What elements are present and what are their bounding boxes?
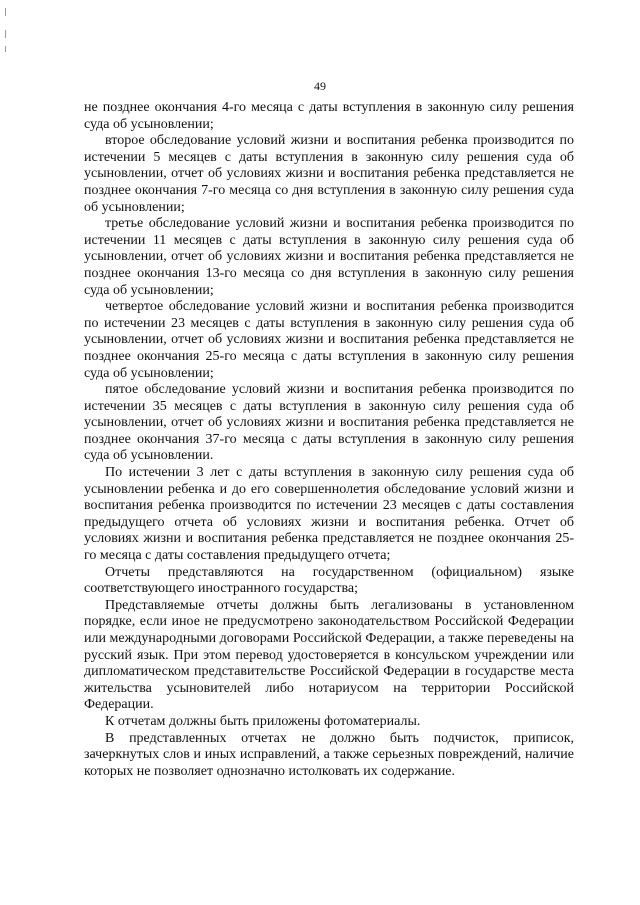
paragraph: Представляемые отчеты должны быть легализованы в установленном порядке, если иное не предусмотрено законодательством Российской Федерации или международными договорами Российской Федерации, а также переведены на русский язык. При этом перевод удостоверяется в консульском учреждении или дипломатическом представительстве Российской Федерации в государстве места жительства усыновителей либо нотариусом на территории Российской Федерации. [84,597,574,713]
paragraph: третье обследование условий жизни и воспитания ребенка производится по истечении 11 месяцев с даты вступления в законную силу решения суда об усыновлении, отчет об условиях жизни и воспитания ребенка представляется не позднее окончания 13-го месяца со дня вступления в законную силу решения суда об усыновлении; [84,216,574,298]
paragraph: второе обследование условий жизни и воспитания ребенка производится по истечении 5 месяцев с даты вступления в законную силу решения суда об усыновлении, отчет об условиях жизни и воспитания ребенка представляется не позднее окончания 7-го месяца со дня вступления в законную силу решения суда об усыновлении; [84,133,574,215]
paragraph: К отчетам должны быть приложены фотоматериалы. [105,713,421,729]
scan-margin-mark [5,30,6,38]
paragraph: не позднее окончания 4-го месяца с даты вступления в законную силу решения суда об усыновлении; [84,100,574,132]
scan-margin-mark [5,46,6,52]
paragraph: четвертое обследование условий жизни и воспитания ребенка производится по истечении 23 месяцев с даты вступления в законную силу решения суда об усыновлении, отчет об условиях жизни и воспитания ребенка представляется не позднее окончания 25-го месяца с даты вступления в законную силу решения суда об усыновлении; [84,299,574,381]
paragraph: Отчеты представляются на государственном (официальном) языке соответствующего иностранного государства; [84,564,574,597]
paragraph: По истечении 3 лет с даты вступления в законную силу решения суда об усыновлении ребенка и до его совершеннолетия обследование условий жизни и воспитания ребенка производится по истечении 23 месяцев с даты составления предыдущего отчета об условиях жизни и воспитания ребенка. Отчет об условиях жизни и воспитания ребенка представляется не позднее окончания 25-го месяца с даты составления предыдущего отчета; [84,465,574,564]
paragraph: В представленных отчетах не должно быть подчисток, приписок, зачеркнутых слов и иных исправлений, а также серьезных повреждений, наличие которых не позволяет однозначно истолковать их содержание. [84,730,574,779]
page-number: 49 [314,79,326,93]
document-body [84,100,574,780]
scan-margin-mark [5,8,6,16]
paragraph: пятое обследование условий жизни и воспитания ребенка производится по истечении 35 месяцев с даты вступления в законную силу решения суда об усыновлении, отчет об условиях жизни и воспитания ребенка представляется не позднее окончания 37-го месяца с даты вступления в законную силу решения суда об усыновлении. [84,382,574,464]
